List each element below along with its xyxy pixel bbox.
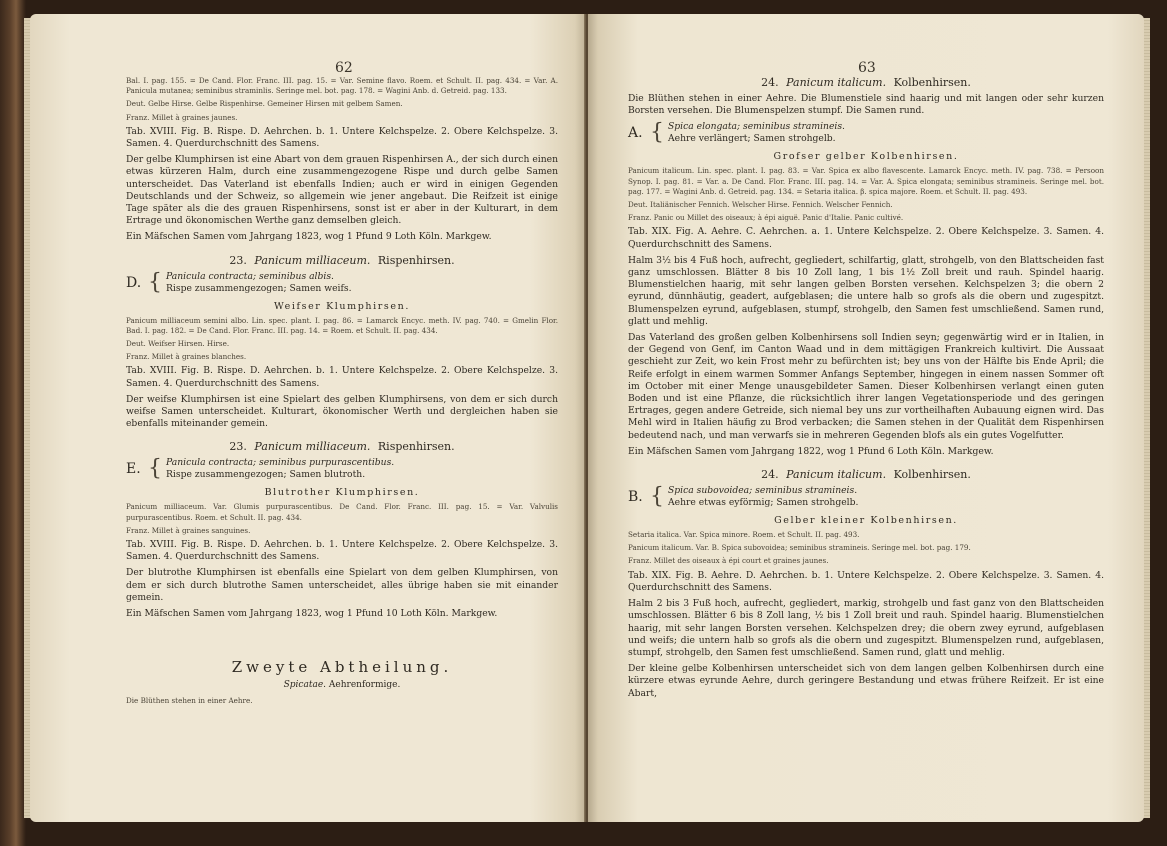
seed-weight: Ein Mäfschen Samen vom Jahrgang 1823, wog 1 Pfund 9 Loth Köln. Markgew.: [126, 231, 492, 243]
diagnosis-a: A. { Spica elongata; seminibus stramineis. Aehre verlängert; Samen strohgelb.: [628, 120, 845, 146]
section-note: Die Blüthen stehen in einer Aehre.: [126, 696, 253, 706]
french-names: Franz. Millet des oiseaux à épi court et graines jaunes.: [628, 556, 829, 566]
diagnosis-b: B. { Spica subovoidea; seminibus stramineis. Aehre etwas eyförmig; Samen strohgelb.: [628, 484, 859, 510]
reference-text: Setaria italica. Var. Spica minore. Roem. et Schult. II. pag. 493.: [628, 530, 860, 540]
body-paragraph: Der kleine gelbe Kolbenhirsen unterscheidet sich von dem langen gelben Kolbenhirsen durch eine kürzere etwas eyrunde Aehre, durch geringere Bestandung und etwas frühere Reifzeit. Er ist eine Abart,: [628, 663, 1104, 699]
plate-caption: Tab. XIX. Fig. B. Aehre. D. Aehrchen. b. 1. Untere Kelchspelze. 2. Obere Kelchspelze. 3. Samen. 4. Querdurchschnitt des Samens.: [628, 569, 1104, 593]
french-names: Franz. Millet à graines blanches.: [126, 352, 247, 362]
reference-text: Panicum italicum. Lin. spec. plant. I. pag. 83. = Var. Spica ex albo flavescente. Lamarck Encyc. meth. IV. pag. 738. = Persoon Synop. I. pag. 81. = Var. a. De Cand. Flor. Franc. III. pag. 14. = Var. A. Spica elongata; seminibus stramineis. Seringe mel. bot. pag. 177. = Wagini Anb. d. Getreid. pag. 134. = Setaria italica. β. spica majore. Roem. et Schult. II. pag. 493.: [628, 166, 1104, 196]
french-names: Franz. Millet à graines sanguines.: [126, 525, 251, 535]
diagnosis-d: D. { Panicula contracta; seminibus albis. Rispe zusammengezogen; Samen weifs.: [126, 269, 352, 295]
species-heading: 23. Panicum milliaceum. Rispenhirsen.: [229, 440, 455, 454]
reference-text: Bal. I. pag. 155. = De Cand. Flor. Franc. III. pag. 15. = Var. Semine flavo. Roem. et Schult. II. pag. 434. = Var. A. Panicula mutanea; seminibus straminlis. Seringe mel. bot. pag. 178. = Wagini Anb. d. Getreid. pag. 133.: [126, 76, 558, 96]
species-heading: 23. Panicum milliaceum. Rispenhirsen.: [229, 253, 455, 267]
plate-caption: Tab. XVIII. Fig. B. Rispe. D. Aehrchen. b. 1. Untere Kelchspelze. 2. Obere Kelchspelze. 3. Samen. 4. Querdurchschnitt des Samens.: [126, 125, 558, 150]
body-paragraph: Das Vaterland des großen gelben Kolbenhirsens soll Indien seyn; gegenwärtig wird er in Italien, in der Gegend von Genf, im Canton Waad und in dem mittägigen Frankreich kultivirt. Die Aussaat geschieht zur Zeit, wo kein Frost mehr zu befürchten ist; bey uns von der Hälfte bis Ende April; die Reife erfolgt in einem warmen Sommer Anfangs September, hingegen in einem nassen Sommer oft im October mit einer Menge unausgebildeter Samen. Dieser Kolbenhirsen verlangt einen guten Boden und ist eine Pflanze, die rücksichtlich ihrer langen Vegetationsperiode und des geringen Ertrages, gegen andere Getreide, sich niemal bey uns zur vortheilhaften Aubauung eignen wird. Das Mehl wird in Italien häufig zu Brod verbacken; die Samen stehen in der Qualität dem Rispenhirsen bedeutend nach, und man verwarfs sie in mehreren Gegenden blofs als ein gutes Vogelfutter.: [628, 332, 1104, 441]
genus-description: Die Blüthen stehen in einer Aehre. Die Blumenstiele sind haarig und mit langen oder sehr kurzen Borsten versehen. Die Blumenspelzen stumpf. Die Samen rund.: [628, 93, 1104, 117]
variety-title: Blutrother Klumphirsen.: [264, 487, 420, 499]
variety-title: Gelber kleiner Kolbenhirsen.: [774, 515, 958, 527]
species-heading: 24. Panicum italicum. Kolbenhirsen.: [761, 76, 971, 89]
body-paragraph: Der gelbe Klumphirsen ist eine Abart von dem grauen Rispenhirsen A., der sich durch einen etwas kürzeren Halm, durch eine zusammengezogene Rispe und durch gelbe Samen unterscheidet. Das Vaterland ist ebenfalls Indien; auch er wird in einigen Gegenden Deutschlands und der Schweiz, so allgemein wie jener angebaut. Die Reifzeit ist einige Tage später als die des grauen Rispenhirsens, sonst ist er aber in der Kulturart, in dem Ertrage und ökonomischen Werthe ganz demselben gleich.: [126, 154, 558, 227]
reference-text: Panicum italicum. Var. B. Spica subovoidea; seminibus stramineis. Seringe mel. bot. pag. 179.: [628, 543, 971, 553]
seed-weight: Ein Mäfschen Samen vom Jahrgang 1822, wog 1 Pfund 6 Loth Köln. Markgew.: [628, 445, 994, 457]
morphology-paragraph: Halm 3½ bis 4 Fuß hoch, aufrecht, gegliedert, schilfartig, glatt, strohgelb, von den Blattscheiden fast ganz umschlossen. Blätter 8 bis 10 Zoll lang, 1 bis 1½ Zoll breit und rauh. Spindel haarig. Blumenstielchen haarig, mit sehr langen gelben Borsten versehen. Kelchspelzen 3; die obern 2 eyrund, dünnhäutig, geadert, aufgeblasen; die untere halb so grofs als die obern und zugespitzt. Blumenspelzen eyrund, aufgeblasen, stumpf, strohgelb, den Samen fest umschließend. Samen rund, glatt und mehlig.: [628, 254, 1104, 327]
plate-caption: Tab. XIX. Fig. A. Aehre. C. Aehrchen. a. 1. Untere Kelchspelze. 2. Obere Kelchspelze. 3. Samen. 4. Querdurchschnitt des Samens.: [628, 226, 1104, 250]
german-names: Deut. Weifser Hirsen. Hirse.: [126, 339, 230, 349]
page-number-right: 63: [858, 60, 876, 76]
section-title: Zweyte Abtheilung.: [231, 658, 453, 677]
german-names: Deut. Gelbe Hirse. Gelbe Rispenhirse. Gemeiner Hirsen mit gelbem Samen.: [126, 99, 403, 109]
reference-text: Panicum milliaceum. Var. Glumis purpurascentibus. De Cand. Flor. Franc. III. pag. 15. = Var. Valvulis purpurascentibus. Roem. et Schult. II. pag. 434.: [126, 502, 558, 522]
body-paragraph: Der blutrothe Klumphirsen ist ebenfalls eine Spielart von dem gelben Klumphirsen, von dem er sich durch blutrothe Samen unterscheidet, alles übrige haben sie mit einander gemein.: [126, 567, 558, 603]
plate-caption: Tab. XVIII. Fig. B. Rispe. D. Aehrchen. b. 1. Untere Kelchspelze. 2. Obere Kelchspelze. 3. Samen. 4. Querdurchschnitt des Samens.: [126, 365, 558, 389]
diagnosis-e: E. { Panicula contracta; seminibus purpurascentibus. Rispe zusammengezogen; Samen blutroth.: [126, 456, 395, 482]
variety-title: Grofser gelber Kolbenhirsen.: [773, 151, 959, 163]
plate-caption: Tab. XVIII. Fig. B. Rispe. D. Aehrchen. b. 1. Untere Kelchspelze. 2. Obere Kelchspelze. 3. Samen. 4. Querdurchschnitt des Samens.: [126, 539, 558, 563]
variety-title: Weifser Klumphirsen.: [274, 300, 410, 312]
left-page: [30, 14, 586, 822]
right-page: [588, 14, 1144, 822]
french-names: Franz. Millet à graines jaunes.: [126, 112, 238, 122]
body-paragraph: Der weifse Klumphirsen ist eine Spielart des gelben Klumphirsens, von dem er sich durch weifse Samen unterscheidet. Kulturart, ökonomischer Werth und dergleichen haben sie ebenfalls miteinander gemein.: [126, 393, 558, 430]
morphology-paragraph: Halm 2 bis 3 Fuß hoch, aufrecht, gegliedert, markig, strohgelb und fast ganz von den Blattscheiden umschlossen. Blätter 6 bis 8 Zoll lang, ½ bis 1 Zoll breit und rauh. Spindel haarig. Blumenstielchen haarig, mit sehr langen Borsten versehen. Kelchspelzen drey; die obern zwey eyrund, aufgeblasen und weifs; die untern halb so grofs als die obern und zugespitzt. Blumenspelzen rund, aufgeblasen, stumpf, strohgelb, den Samen fest umschließend. Samen rund, glatt und mehlig.: [628, 598, 1104, 658]
page-number-left: 62: [335, 60, 353, 76]
species-heading: 24. Panicum italicum. Kolbenhirsen.: [761, 468, 971, 482]
german-names: Deut. Italiänischer Fennich. Welscher Hirse. Fennich. Welscher Fennich.: [628, 200, 893, 210]
seed-weight: Ein Mäfschen Samen vom Jahrgang 1823, wog 1 Pfund 10 Loth Köln. Markgew.: [126, 608, 498, 620]
reference-text: Panicum milliaceum semini albo. Lin. spec. plant. I. pag. 86. = Lamarck Encyc. meth. IV. pag. 740. = Gmelin Flor. Bad. I. pag. 182. = De Cand. Flor. Franc. III. pag. 14. = Roem. et Schult. II. pag. 434.: [126, 315, 558, 335]
section-subtitle: Spicatae. Aehrenformige.: [283, 680, 401, 691]
french-names: Franz. Panic ou Millet des oiseaux; à épi aiguë. Panic d'Italie. Panic cultivé.: [628, 213, 904, 223]
